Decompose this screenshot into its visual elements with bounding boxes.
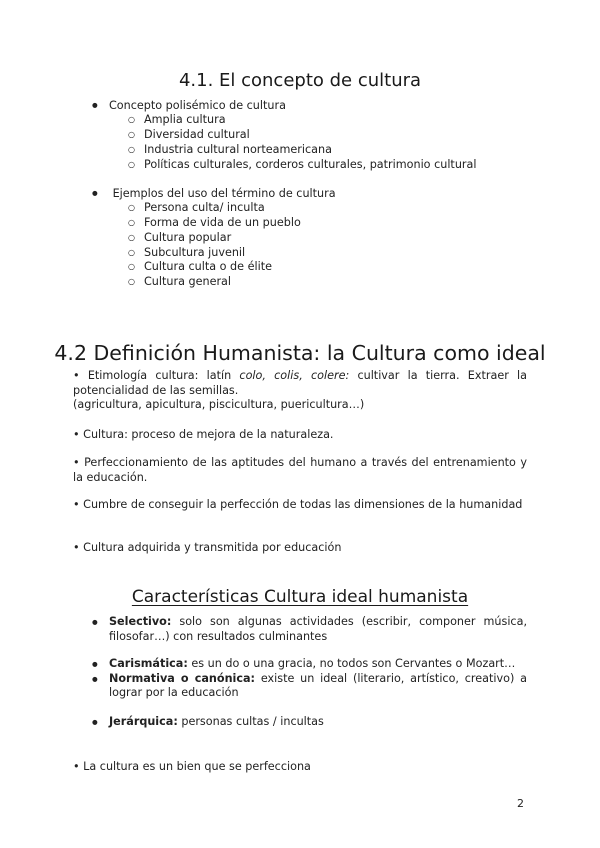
sub-item: ○ Subcultura juvenil xyxy=(109,246,336,261)
examples-label: Ejemplos del uso del término de cultura xyxy=(112,187,336,200)
etym-sep: , xyxy=(262,369,275,382)
paragraph-mejora: • Cultura: proceso de mejora de la naturaleza. xyxy=(73,428,334,441)
sub-item: ○ Diversidad cultural xyxy=(109,128,476,143)
characteristic-text: personas cultas / incultas xyxy=(177,715,324,728)
concept-list xyxy=(92,98,476,172)
etym-word-colere: colere: xyxy=(310,369,350,382)
characteristics-title: Características Cultura ideal humanista xyxy=(131,587,469,607)
sub-item: ○ Persona culta/ inculta xyxy=(109,201,336,216)
sub-item: ○ Políticas culturales, corderos culturales, patrimonio cultural xyxy=(109,158,476,173)
sub-item: ○ Cultura popular xyxy=(109,231,336,246)
etym-word-colo: colo xyxy=(239,369,263,382)
sub-item: ○ Amplia cultura xyxy=(109,113,476,128)
characteristic-term: Normativa o canónica: xyxy=(109,671,256,685)
concept-item xyxy=(92,98,476,172)
closing-paragraph: • La cultura es un bien que se perfecciona xyxy=(73,760,311,773)
etym-prefix: • Etimología cultura: latín xyxy=(73,369,240,382)
examples-item xyxy=(92,186,336,290)
characteristics-list xyxy=(92,615,527,644)
sub-item: ○ Forma de vida de un pueblo xyxy=(109,216,336,231)
characteristic-text: es un do o una gracia, no todos son Cervantes o Mozart… xyxy=(187,657,516,670)
sub-item: ○ Cultura culta o de élite xyxy=(109,260,336,275)
characteristic-item xyxy=(92,715,527,730)
etymology-paragraph xyxy=(73,369,527,413)
characteristic-item xyxy=(92,615,527,644)
examples-sublist xyxy=(109,201,336,290)
characteristics-list xyxy=(92,715,527,730)
characteristics-list xyxy=(92,657,527,701)
etym-examples: (agricultura, apicultura, piscicultura, puericultura…) xyxy=(73,398,365,411)
paragraph-perfeccionamiento: • Perfeccionamiento de las aptitudes del humano a través del entrenamiento y la educación. xyxy=(73,456,527,484)
paragraph-cumbre: • Cumbre de conseguir la perfección de todas las dimensiones de la humanidad xyxy=(73,498,523,511)
page-number: 2 xyxy=(517,797,524,810)
section-42-title: 4.2 Definición Humanista: la Cultura como ideal xyxy=(54,341,546,365)
etym-word-colis: colis xyxy=(274,369,300,382)
paragraph-adquirida: • Cultura adquirida y transmitida por educación xyxy=(73,541,342,554)
characteristic-term: Jerárquica: xyxy=(109,715,178,728)
section-41-title: 4.1. El concepto de cultura xyxy=(178,70,422,91)
etym-sep: , xyxy=(299,369,311,382)
characteristic-text: existe un ideal (literario, artístico, creativo) a lograr por la educación xyxy=(109,671,527,699)
concept-label: Concepto polisémico de cultura xyxy=(109,99,286,112)
characteristic-term: Selectivo: xyxy=(109,615,172,628)
etym-suffix: cultivar la tierra. Extraer la potencialidad de las semillas. xyxy=(73,369,527,397)
sub-item: ○ Cultura general xyxy=(109,275,336,290)
characteristic-item xyxy=(92,657,527,672)
sub-item: ○ Industria cultural norteamericana xyxy=(109,143,476,158)
concept-sublist xyxy=(109,113,476,172)
characteristic-item xyxy=(92,672,527,701)
characteristic-text: solo son algunas actividades (escribir, componer música, filosofar…) con resultados culminantes xyxy=(109,615,527,643)
characteristic-term: Carismática: xyxy=(109,657,188,670)
examples-list xyxy=(92,186,336,290)
